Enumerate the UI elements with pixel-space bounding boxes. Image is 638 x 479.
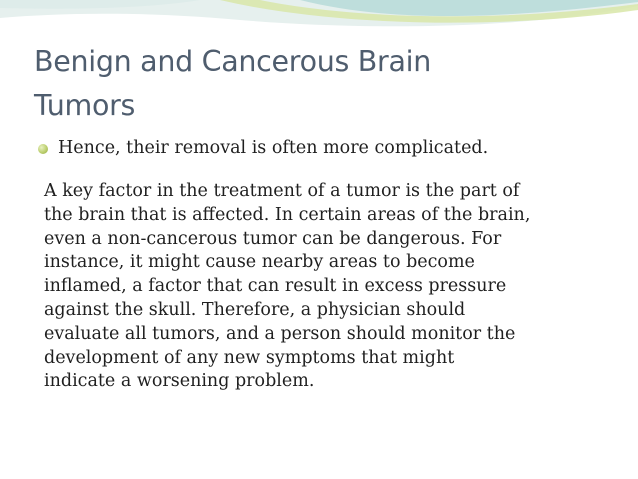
paragraph-line: indicate a worsening problem.	[44, 371, 315, 392]
slide-body	[36, 134, 606, 394]
paragraph-line: evaluate all tumors, and a person should monitor the	[44, 323, 516, 344]
bullet-text: Hence, their removal is often more complicated.	[58, 138, 489, 158]
bullet-dot-icon	[38, 144, 48, 154]
header-wave-decoration	[0, 0, 638, 40]
paragraph-line: A key factor in the treatment of a tumor is the part of	[44, 181, 520, 201]
paragraph-line: instance, it might cause nearby areas to become	[44, 252, 475, 273]
paragraph-line: even a non-cancerous tumor can be dangerous. For	[44, 228, 502, 249]
slide-title	[34, 40, 594, 128]
bullet-item	[36, 134, 606, 162]
paragraph-line: against the skull. Therefore, a physician should	[44, 299, 466, 320]
body-paragraph	[36, 180, 606, 394]
paragraph-line: inflamed, a factor that can result in excess pressure	[44, 276, 507, 297]
paragraph-line: development of any new symptoms that might	[44, 347, 455, 368]
paragraph-line: the brain that is affected. In certain areas of the brain,	[44, 204, 531, 225]
title-line-1: Benign and Cancerous Brain	[34, 45, 432, 78]
title-line-2: Tumors	[34, 89, 136, 122]
